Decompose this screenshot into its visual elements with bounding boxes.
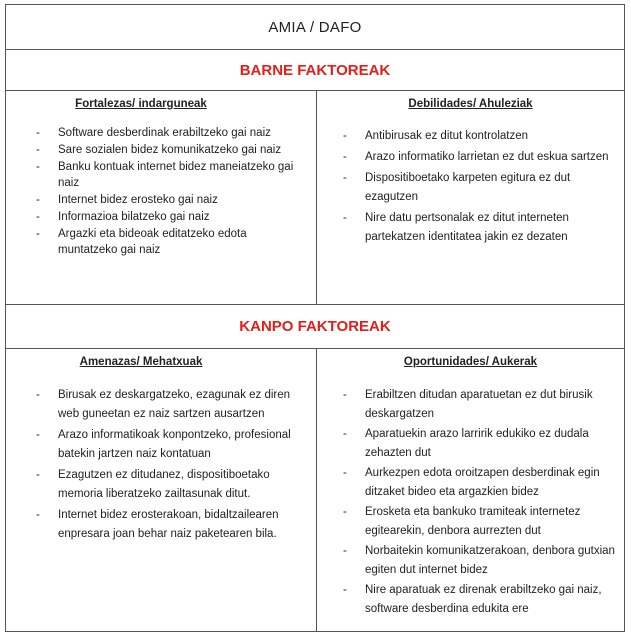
external-factors-heading: KANPO FAKTOREAK [239, 318, 391, 335]
bullet-dash: - [36, 161, 40, 173]
list-item: - Erabiltzen ditudan aparatuetan ez dut birusik deskargatzen [343, 386, 628, 424]
strengths-list [36, 125, 301, 258]
bullet-dash: - [36, 509, 40, 521]
bullet-dash: - [343, 389, 347, 401]
bullet-dash: - [343, 428, 347, 440]
list-item: - Internet bidez erosterakoan, bidaltzailearen enpresara joan behar naiz paketearen bila. [36, 506, 301, 544]
list-item: - Nire datu pertsonalak ez ditut interneten partekatzen identitatea jakin ez dezaten [343, 209, 623, 247]
list-item: - Informazioa bilatzeko gai naiz [36, 211, 210, 223]
bullet-dash: - [36, 389, 40, 401]
bullet-dash: - [36, 194, 40, 206]
internal-factors-cells [6, 91, 624, 305]
internal-factors-heading: BARNE FAKTOREAK [239, 61, 391, 79]
bullet-dash: - [36, 429, 40, 441]
list-item: - Ezagutzen ez ditudanez, dispositiboetako memoria liberatzeko zailtasunak ditut. [36, 466, 301, 504]
list-item: - Birusak ez deskargatzeko, ezagunak ez diren web guneetan ez naiz sartzen ausartzen [36, 386, 301, 424]
bullet-dash: - [343, 584, 347, 596]
opportunities-list [343, 386, 628, 619]
list-item: - Aurkezpen edota oroitzapen desberdinak egin ditzaket bideo eta argazkien bidez [343, 464, 628, 502]
list-item: - Argazki eta bideoak editatzeko edota muntatzeko gai naiz [36, 228, 247, 256]
opportunities-title: Oportunidades/ Aukerak [403, 356, 538, 368]
strengths-cell [6, 91, 317, 304]
list-item: - Nire aparatuak ez direnak erabiltzeko gai naiz, software desberdina edukita ere [343, 581, 628, 619]
bullet-dash: - [343, 545, 347, 557]
list-item: - Internet bidez erosteko gai naiz [36, 194, 218, 206]
weaknesses-list [343, 127, 623, 247]
bullet-dash: - [343, 506, 347, 518]
list-item: - Erosketa eta bankuko tramiteak internetez egitearekin, denbora aurrezten dut [343, 503, 628, 541]
opportunities-cell [317, 349, 624, 631]
external-factors-cells [6, 349, 624, 631]
threats-title: Amenazas/ Mehatxuak [79, 356, 203, 368]
strengths-title: Fortalezas/ indarguneak [75, 98, 207, 110]
list-item: - Dispositiboetako karpeten egitura ez dut ezagutzen [343, 169, 623, 207]
internal-factors-row [6, 50, 624, 91]
bullet-dash: - [36, 127, 40, 139]
list-item: - Sare sozialen bidez komunikatzeko gai naiz [36, 144, 282, 156]
list-item: - Software desberdinak erabiltzeko gai naiz [36, 127, 271, 139]
bullet-dash: - [36, 469, 40, 481]
bullet-dash: - [343, 212, 347, 224]
list-item: - Norbaitekin komunikatzerakoan, denbora gutxian egiten dut internet bidez [343, 542, 628, 580]
list-item: - Arazo informatikoak konpontzeko, profesional batekin jartzen naiz kontatuan [36, 426, 301, 464]
page-title: AMIA / DAFO [268, 18, 362, 36]
table-title-row [6, 5, 624, 50]
bullet-dash: - [343, 172, 347, 184]
weaknesses-title: Debilidades/ Ahuleziak [408, 98, 533, 110]
bullet-dash: - [36, 228, 40, 240]
threats-list [36, 386, 301, 544]
list-item: - Banku kontuak internet bidez maneiatzeko gai naiz [36, 161, 294, 189]
external-factors-row [6, 305, 624, 349]
dafo-table [5, 4, 625, 632]
threats-cell [6, 349, 317, 631]
bullet-dash: - [36, 211, 40, 223]
list-item: - Antibirusak ez ditut kontrolatzen [343, 127, 623, 146]
bullet-dash: - [343, 130, 347, 142]
bullet-dash: - [343, 467, 347, 479]
list-item: - Arazo informatiko larrietan ez dut eskua sartzen [343, 148, 623, 167]
weaknesses-cell [317, 91, 624, 304]
bullet-dash: - [36, 144, 40, 156]
bullet-dash: - [343, 151, 347, 163]
list-item: - Aparatuekin arazo larririk edukiko ez dudala zehazten dut [343, 425, 628, 463]
